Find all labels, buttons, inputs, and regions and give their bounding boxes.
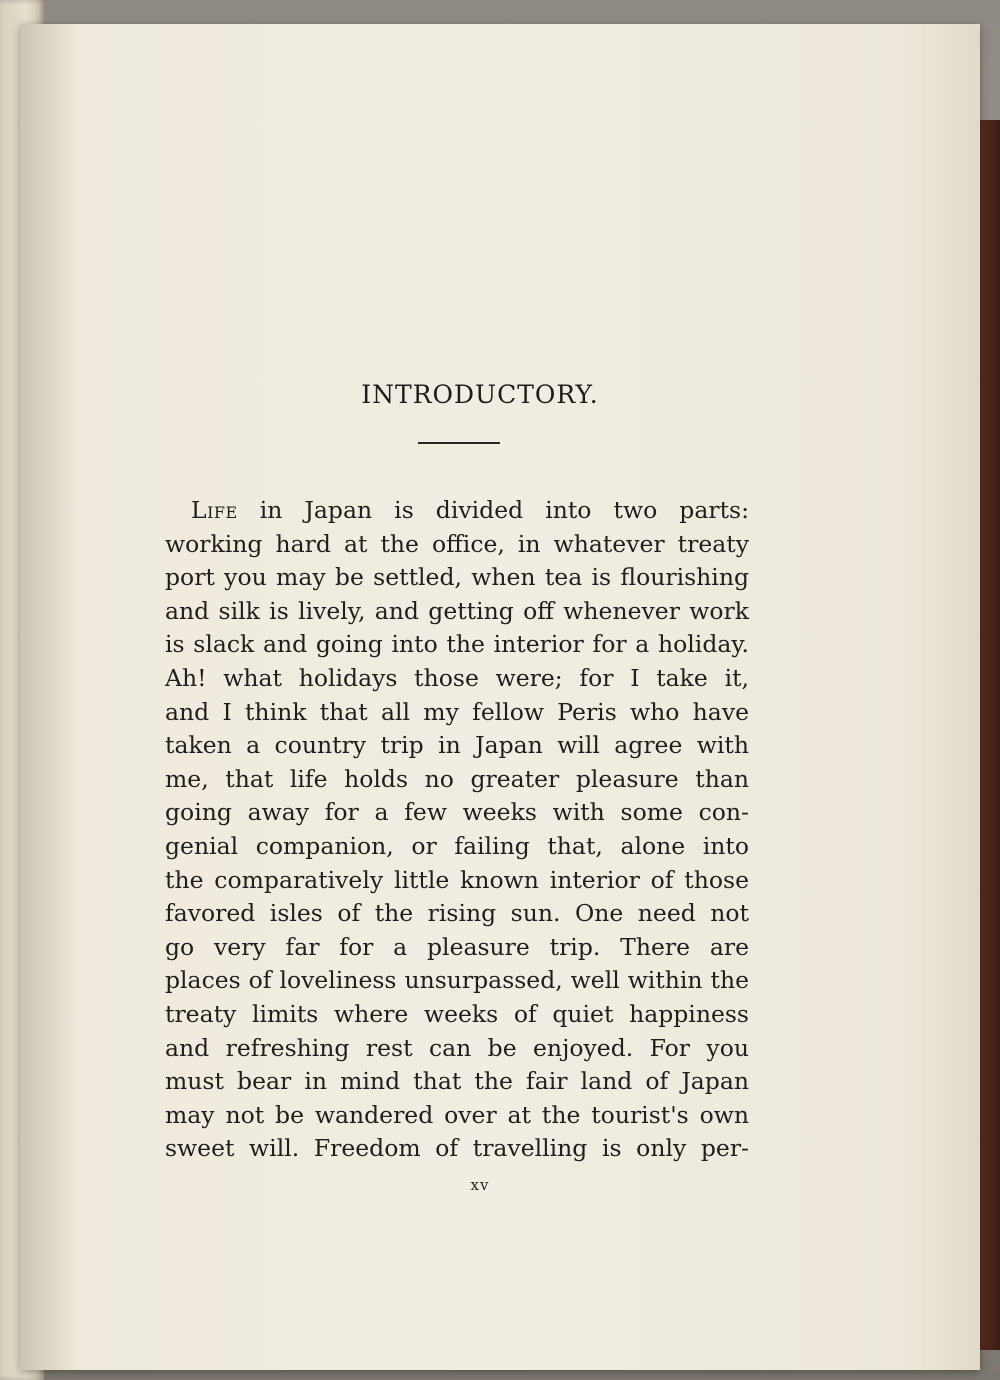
text-line: and refreshing rest can be enjoyed. For you	[165, 1033, 749, 1062]
text-line: must bear in mind that the fair land of Japan	[165, 1067, 749, 1096]
gutter-shadow	[20, 24, 80, 1370]
text-line-rest: in Japan is divided into two parts:	[237, 496, 749, 524]
text-line: Ah! what holidays those were; for I take it,	[165, 663, 749, 692]
text-line: port you may be settled, when tea is flourishing	[165, 563, 749, 592]
text-line: going away for a few weeks with some con-	[165, 798, 749, 827]
body-paragraph	[165, 494, 749, 1166]
text-line: working hard at the office, in whatever treaty	[165, 529, 749, 558]
text-line: and silk is lively, and getting off whenever work	[165, 596, 749, 625]
text-line: sweet will. Freedom of travelling is only per-	[165, 1134, 749, 1163]
drop-word: Life	[191, 496, 238, 524]
text-line: may not be wandered over at the tourist's own	[165, 1100, 749, 1129]
chapter-heading: INTRODUCTORY.	[361, 380, 599, 409]
text-line: me, that life holds no greater pleasure than	[165, 764, 749, 793]
text-line: is slack and going into the interior for a holiday.	[165, 630, 749, 659]
text-line	[165, 494, 749, 528]
page-number: xv	[470, 1176, 490, 1194]
text-line: and I think that all my fellow Peris who have	[165, 697, 749, 726]
text-line: taken a country trip in Japan will agree with	[165, 731, 749, 760]
text-line: places of loveliness unsurpassed, well within the	[165, 966, 749, 995]
heading-rule	[418, 442, 500, 444]
text-line: genial companion, or failing that, alone into	[165, 831, 749, 860]
text-line: favored isles of the rising sun. One need not	[165, 899, 749, 928]
text-line: the comparatively little known interior of those	[165, 865, 749, 894]
text-line: treaty limits where weeks of quiet happiness	[165, 999, 749, 1028]
text-line: go very far for a pleasure trip. There are	[165, 932, 749, 961]
book-page	[20, 24, 980, 1370]
show-through-text	[148, 174, 768, 208]
